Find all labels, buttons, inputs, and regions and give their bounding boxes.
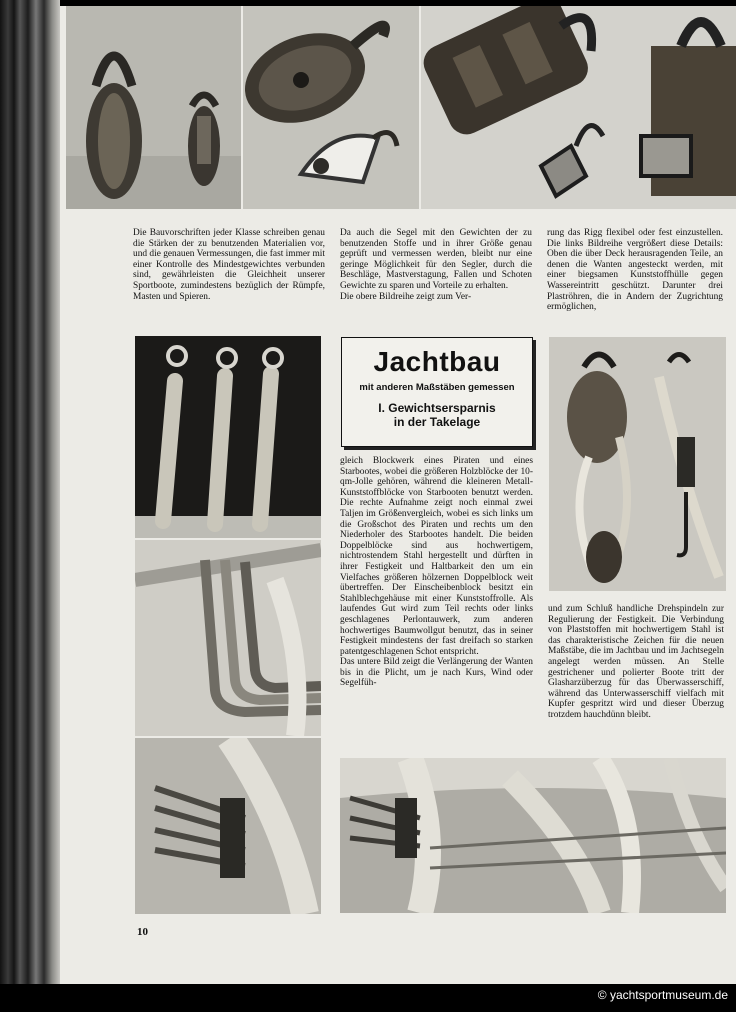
photo-wooden-blocks-small <box>66 6 241 209</box>
footer-bar <box>0 984 736 1012</box>
article-title-box <box>341 337 533 447</box>
col2-mid-text: gleich Blockwerk eines Piraten und eines Starbootes, wobei die größeren Holzblöcke der 10-qm-Jolle gehören, während die kleineren Metall-Kunststoffblöcke von Starbooten benutzt werden. Die rechte Aufnahme zeigt noch einmal zwei Taljen im Größenvergleich, wobei es sich links um die Großschot des Piraten und rechts um den Niederholer des Starbootes handelt. Die beiden Doppelblöcke sind aus hochwertigem, nichtrostendem Stahl hergestellt und dürften in ihrer Festigkeit und Haltbarkeit den um ein Vielfaches größeren hölzernen Doppelblock weit übertreffen. Der Einscheibenblock besitzt ein Stahlblechgehäuse mit einer Kunststoffrolle. Als laufendes Gut wird zum Teil rechts oder links geschlagenes Perlontauwerk, zum anderen hochwertiges Baumwollgut benutzt, das in seiner Festigkeit mindestens der fast dreifach so starken patentgeschlagenen Schot entspricht. Das untere Bild zeigt die Verlängerung der Wanten bis in die Plicht, um je nach Kurs, Wind oder Segelfüh- <box>340 456 533 689</box>
photo-turnbuckles <box>135 738 321 914</box>
photo-shroud-fittings <box>135 336 321 538</box>
photo-plastic-tubes <box>135 540 321 736</box>
col1-top-text: Die Bauvorschriften jeder Klasse schreiben genau die Stärken der zu benutzenden Materialien vor, und die genauen Vermessungen, die fast immer mit einer Kontrolle des Mindestgewichtes verbunden sind, gewährleisten die Gleichheit unserer Sportboote, zumindestens bezüglich der Rümpfe, Masten und Spieren. <box>133 228 325 302</box>
copyright-notice: © yachtsportmuseum.de <box>597 988 728 1002</box>
col3-top-text: rung das Rigg flexibel oder fest einzustellen. Die links Bildreihe vergrößert diese Details: Oben die über Deck herausragenden Teile, an denen die Wanten angesteckt werden, mit einer biegsamen Kunststoffhülle gegen Wassereintritt geschützt. Darunter drei Plaströhren, die in Andern der Zugrichtung ermöglichen, <box>547 228 723 313</box>
page-number: 10 <box>137 926 148 938</box>
section-heading-line2: in der Takelage <box>393 415 481 429</box>
article-title: Jachtbau <box>373 346 501 377</box>
col3-mid-text: und zum Schluß handliche Drehspindeln zur Regulierung der Festigkeit. Die Verbindung von Plaststoffen mit hochwertigem Stahl ist das charakteristische Zeichen für die neuen Maßstäbe, die im Jachtbau und im Jachtsegeln angelegt werden müssen. An Stelle gestrichener und polierter Boote tritt der Glasharzüberzug für das Überwasserschiff, während das Unterwasserschiff vielfach mit Kupfer gespritzt wird und dieser Überzug trotzdem hauchdünn bleibt. <box>548 604 724 720</box>
photo-wooden-blocks-large <box>243 6 419 209</box>
photo-double-blocks <box>421 6 736 209</box>
photo-cockpit-shrouds <box>340 758 726 913</box>
article-subtitle: mit anderen Maßstäben gemessen <box>359 382 515 393</box>
section-heading-line1: I. Gewichtsersparnis <box>378 401 496 415</box>
photo-tackles <box>549 337 726 591</box>
book-binding <box>0 0 60 990</box>
col2-top-text: Da auch die Segel mit den Gewichten der zu benutzenden Stoffe und in ihrer Größe genau geprüft und vermessen werden, bleibt nur eine geringe Möglichkeit für den Segler, durch die Beschläge, Mastverstagung, Fallen und Schoten Gewichte zu sparen und Vorteile zu erhalten. Die obere Bildreihe zeigt zum Ver- <box>340 228 532 302</box>
